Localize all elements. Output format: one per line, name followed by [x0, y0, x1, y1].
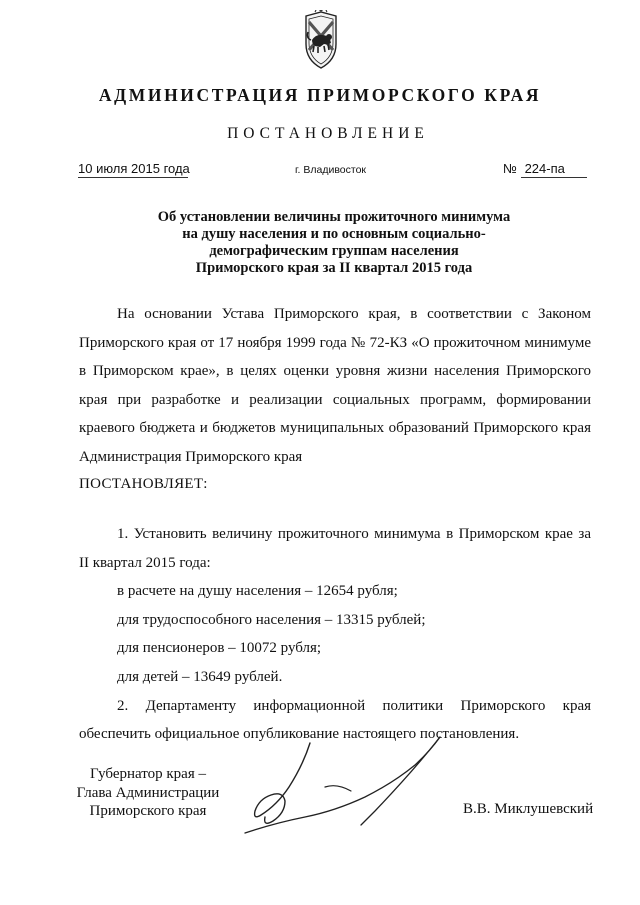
preamble-line: края при разработке и реализации социальных программ, формировании	[79, 391, 591, 408]
signatory-title	[68, 765, 228, 821]
coat-of-arms-icon	[300, 10, 342, 74]
item1-line: 1. Установить величину прожиточного минимума в Приморском крае за	[117, 526, 591, 542]
signatory-name: В.В. Миклушевский	[463, 801, 594, 817]
number-prefix: №	[503, 161, 517, 176]
preamble-line: краевого бюджета и бюджетов муниципальных образований Приморского края	[79, 420, 591, 437]
title-line: Об установлении величины прожиточного минимума	[157, 209, 511, 225]
subsistence-per-capita: в расчете на душу населения – 12654 рубля;	[117, 583, 398, 600]
signatory-title-line: Приморского края	[89, 803, 207, 819]
number-value: 224-па	[521, 161, 587, 178]
document-city: г. Владивосток	[295, 164, 367, 176]
resolves-heading: ПОСТАНОВЛЯЕТ:	[79, 476, 208, 492]
item1-line: II квартал 2015 года:	[79, 554, 211, 571]
item2-line: обеспечить официальное опубликование настоящего постановления.	[79, 726, 520, 743]
subsistence-pensioners: для пенсионеров – 10072 рубля;	[117, 640, 322, 657]
title-line: Приморского края за II квартал 2015 года	[195, 260, 473, 276]
preamble-line: Администрация Приморского края	[79, 448, 303, 465]
item2-line: 2. Департаменту информационной политики Приморского края	[117, 697, 591, 714]
subsistence-working-age: для трудоспособного населения – 13315 рублей;	[117, 611, 426, 628]
document-type: ПОСТАНОВЛЕНИЕ	[227, 125, 429, 142]
organization-name: АДМИНИСТРАЦИЯ ПРИМОРСКОГО КРАЯ	[98, 85, 542, 105]
signatory-title-line: Глава Администрации	[76, 784, 220, 801]
title-line: демографическим группам населения	[209, 243, 459, 259]
handwritten-signature	[225, 725, 455, 845]
resolution-items	[79, 520, 591, 749]
document-date: 10 июля 2015 года	[78, 161, 190, 176]
document-number	[503, 161, 587, 178]
document-title	[80, 209, 588, 277]
signatory-title-line: Губернатор края –	[90, 766, 206, 782]
preamble-paragraph	[79, 300, 591, 472]
preamble-line: Приморского края от 17 ноября 1999 года № 72-КЗ «О прожиточном минимуме	[79, 334, 591, 351]
subsistence-children: для детей – 13649 рублей.	[117, 668, 283, 685]
title-line: на душу населения и по основным социально-	[182, 226, 486, 242]
preamble-line: На основании Устава Приморского края, в соответствии с Законом	[117, 306, 591, 322]
preamble-line: в Приморском крае», в целях оценки уровня жизни населения Приморского	[79, 363, 591, 380]
